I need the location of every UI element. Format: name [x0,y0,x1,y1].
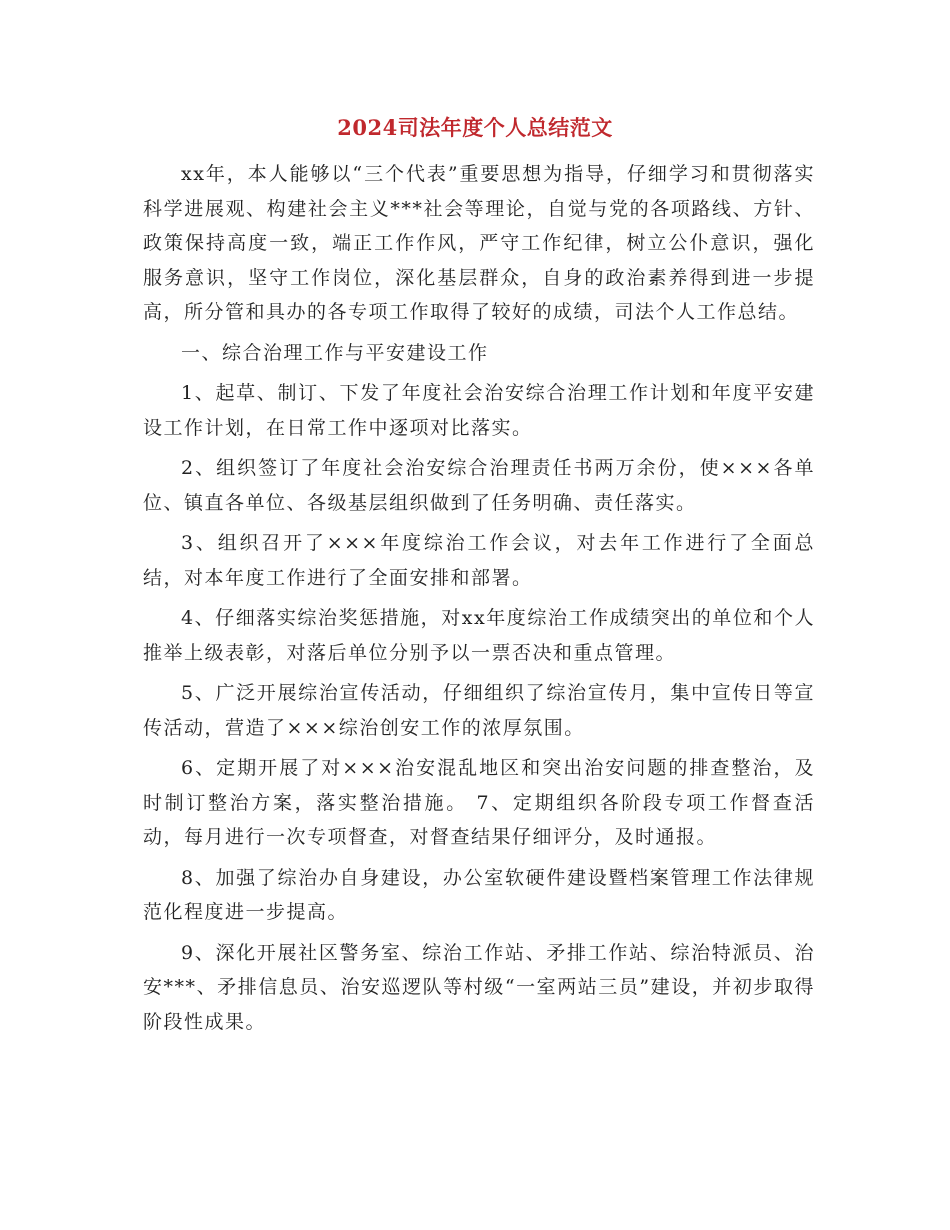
paragraph-item-4: 4、仔细落实综治奖惩措施，对xx年度综治工作成绩突出的单位和个人推举上级表彰，对落后单位分别予以一票否决和重点管理。 [143,607,815,664]
paragraph-item-6-7: 6、定期开展了对×××治安混乱地区和突出治安问题的排查整治，及时制订整治方案，落实整治措施。 7、定期组织各阶段专项工作督查活动，每月进行一次专项督查，对督查结果仔细评分，及时通报。 [143,757,815,848]
paragraph-item-8: 8、加强了综治办自身建设，办公室软硬件建设暨档案管理工作法律规范化程度进一步提高。 [143,866,815,923]
paragraph-item-3: 3、组织召开了×××年度综治工作会议，对去年工作进行了全面总结，对本年度工作进行了全面安排和部署。 [143,532,815,589]
document-body [143,157,815,1045]
document-title: 2024司法年度个人总结范文 [337,115,613,140]
paragraph-item-5: 5、广泛开展综治宣传活动，仔细组织了综治宣传月，集中宣传日等宣传活动，营造了×××综治创安工作的浓厚氛围。 [143,682,815,739]
section-heading: 一、综合治理工作与平安建设工作 [181,341,489,364]
paragraph-item-2: 2、组织签订了年度社会治安综合治理责任书两万余份，使×××各单位、镇直各单位、各级基层组织做到了任务明确、责任落实。 [143,457,815,514]
paragraph-intro: xx年，本人能够以“三个代表”重要思想为指导，仔细学习和贯彻落实科学进展观、构建社会主义***社会等理论，自觉与党的各项路线、方针、政策保持高度一致，端正工作作风，严守工作纪律，树立公仆意识，强化服务意识，坚守工作岗位，深化基层群众，自身的政治素养得到进一步提高，所分管和具办的各专项工作取得了较好的成绩，司法个人工作总结。 [143,163,815,323]
paragraph-item-9: 9、深化开展社区警务室、综治工作站、矛排工作站、综治特派员、治安***、矛排信息员、治安巡逻队等村级“一室两站三员”建设，并初步取得阶段性成果。 [143,941,815,1033]
paragraph-item-1: 1、起草、制订、下发了年度社会治安综合治理工作计划和年度平安建设工作计划，在日常工作中逐项对比落实。 [143,382,815,439]
